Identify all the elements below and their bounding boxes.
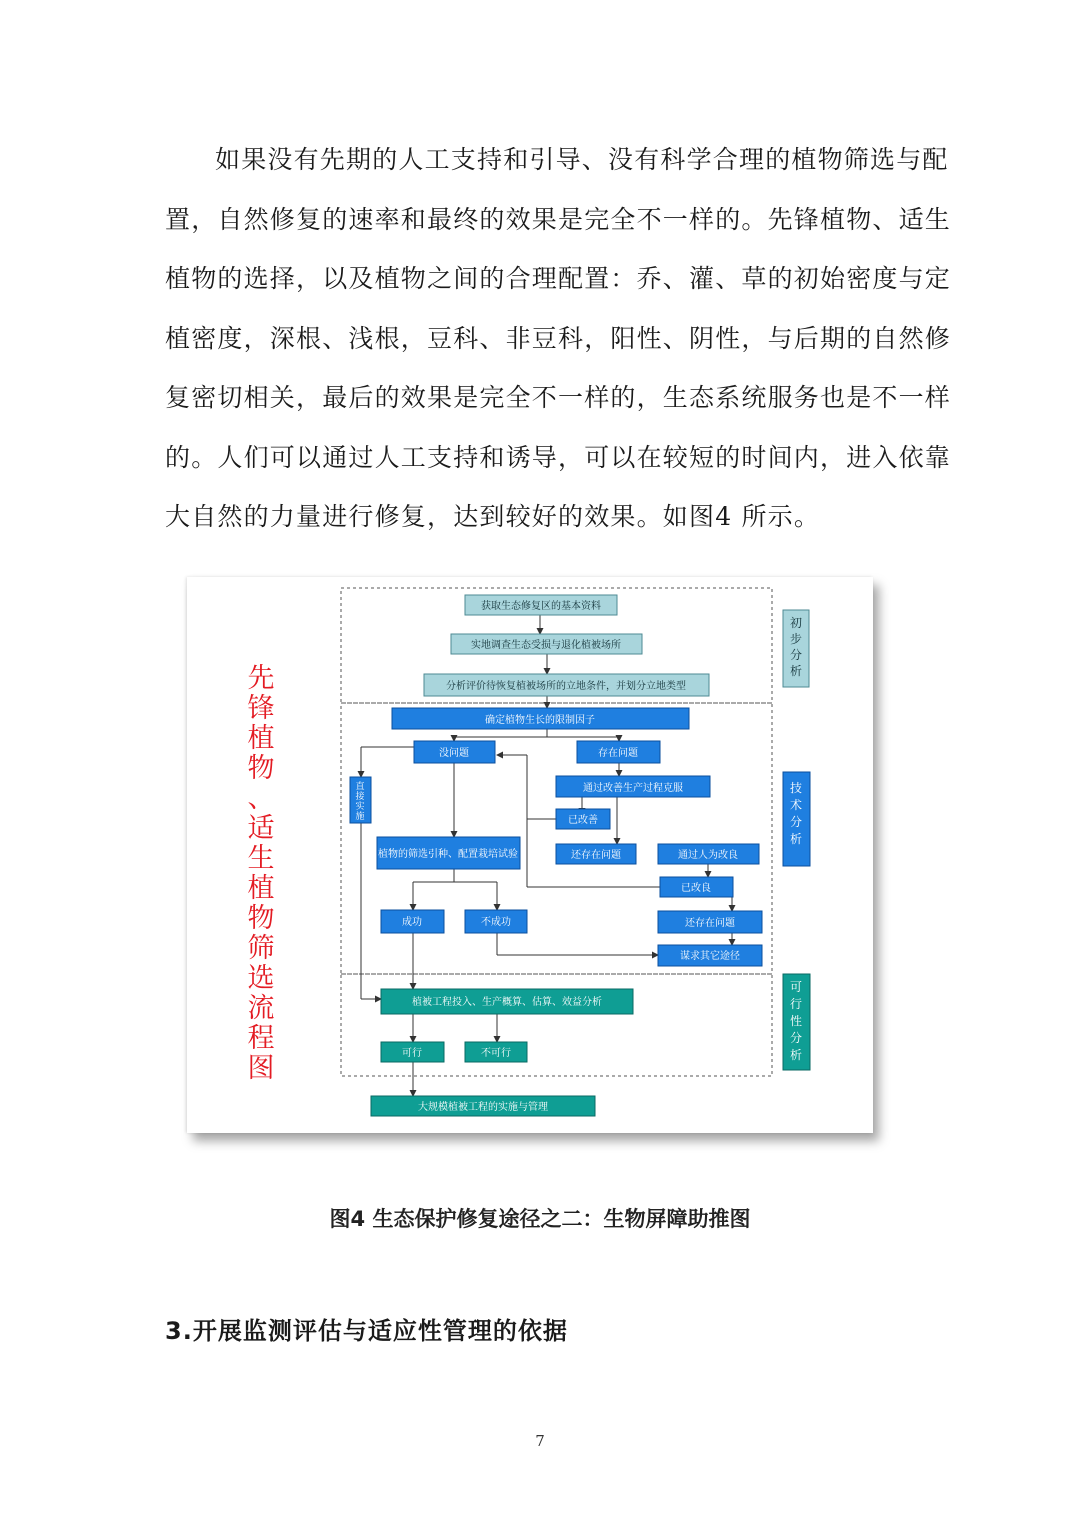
svg-text:步: 步 xyxy=(789,632,803,646)
vertical-title-char: 、 xyxy=(247,783,275,814)
vertical-title-char: 植 xyxy=(247,873,275,904)
svg-text:性: 性 xyxy=(789,1014,803,1028)
svg-text:析: 析 xyxy=(789,664,803,678)
svg-text:技: 技 xyxy=(789,781,803,795)
box-limit-factor xyxy=(392,708,689,729)
svg-text:不成功: 不成功 xyxy=(481,917,511,928)
paragraph-line: 如果没有先期的人工支持和引导、没有科学合理的植物筛选与配 xyxy=(215,145,949,174)
vertical-title-char: 先 xyxy=(247,663,275,694)
svg-text:术: 术 xyxy=(789,798,803,812)
paragraph-line: 复密切相关，最后的效果是完全不一样的，生态系统服务也是不一样 xyxy=(165,383,952,412)
vertical-title-char: 锋 xyxy=(247,693,275,724)
svg-text:施: 施 xyxy=(355,812,365,822)
box-analyze-site xyxy=(424,674,709,696)
section-heading: 3.开展监测评估与适应性管理的依据 xyxy=(165,1317,568,1345)
box-screening xyxy=(377,837,520,869)
vertical-title-char: 物 xyxy=(247,753,275,784)
vertical-title-char: 图 xyxy=(247,1053,275,1084)
svg-text:通过人为改良: 通过人为改良 xyxy=(678,850,738,861)
svg-text:成功: 成功 xyxy=(402,917,422,928)
paragraph-line: 植物的选择，以及植物之间的合理配置：乔、灌、草的初始密度与定 xyxy=(165,264,952,293)
svg-text:大规模植被工程的实施与管理: 大规模植被工程的实施与管理 xyxy=(418,1102,548,1113)
svg-text:接: 接 xyxy=(355,792,365,802)
box-obtain-data xyxy=(465,595,617,615)
box-human-improve xyxy=(658,844,759,864)
svg-text:可: 可 xyxy=(789,980,803,994)
svg-text:分析评价待恢复植被场所的立地条件，并划分立地类型: 分析评价待恢复植被场所的立地条件，并划分立地类型 xyxy=(446,681,686,692)
body-paragraph xyxy=(165,130,952,547)
box-infeasible xyxy=(465,1042,527,1062)
flowchart-figure xyxy=(187,577,873,1133)
box-cost-analysis xyxy=(381,989,633,1014)
svg-text:还存在问题: 还存在问题 xyxy=(571,850,621,861)
svg-text:直: 直 xyxy=(355,782,365,792)
vertical-title-char: 生 xyxy=(247,843,275,874)
box-success xyxy=(381,910,444,933)
svg-text:已改善: 已改善 xyxy=(568,815,598,826)
vertical-title-char: 适 xyxy=(247,813,275,844)
box-no-problem xyxy=(414,741,495,763)
box-direct-implement xyxy=(350,777,371,823)
paragraph-line: 大自然的力量进行修复，达到较好的效果。如图4 所示。 xyxy=(165,502,821,531)
box-field-survey xyxy=(451,634,642,654)
vertical-title-char: 选 xyxy=(247,963,275,994)
box-still-problem-1 xyxy=(556,844,636,864)
paragraph-line: 植密度，深根、浅根，豆科、非豆科，阳性、阴性，与后期的自然修 xyxy=(165,323,952,353)
box-other-ways xyxy=(658,945,762,966)
vertical-title xyxy=(248,663,275,1084)
svg-text:存在问题: 存在问题 xyxy=(598,748,638,759)
svg-text:植物的筛选引种、配置栽培试验: 植物的筛选引种、配置栽培试验 xyxy=(378,849,518,860)
svg-text:可行: 可行 xyxy=(402,1048,422,1059)
svg-text:析: 析 xyxy=(789,832,803,846)
svg-text:分: 分 xyxy=(789,1031,803,1045)
svg-text:不可行: 不可行 xyxy=(481,1048,511,1059)
stage-label-initial xyxy=(783,610,809,687)
box-improved-1 xyxy=(556,809,610,829)
stage-label-feasibility xyxy=(783,974,810,1070)
svg-text:没问题: 没问题 xyxy=(439,748,469,759)
box-feasible xyxy=(381,1042,444,1062)
vertical-title-char: 植 xyxy=(247,723,275,754)
box-failure xyxy=(465,910,527,933)
vertical-title-char: 筛 xyxy=(247,933,275,964)
svg-text:通过改善生产过程克服: 通过改善生产过程克服 xyxy=(583,783,683,794)
svg-text:分: 分 xyxy=(789,648,803,662)
svg-text:析: 析 xyxy=(789,1048,803,1062)
svg-text:谋求其它途径: 谋求其它途径 xyxy=(680,951,740,962)
figure-caption: 图4 生态保护修复途径之二：生物屏障助推图 xyxy=(329,1207,751,1231)
box-still-problem-2 xyxy=(658,911,762,933)
vertical-title-char: 程 xyxy=(247,1023,275,1054)
box-improve-process xyxy=(556,776,710,797)
paragraph-line: 置，自然修复的速率和最终的效果是完全不一样的。先锋植物、适生 xyxy=(165,204,952,234)
vertical-title-char: 物 xyxy=(247,903,275,934)
paragraph-line: 的。人们可以通过人工支持和诱导，可以在较短的时间内，进入依靠 xyxy=(165,442,952,472)
svg-text:实地调查生态受损与退化植被场所: 实地调查生态受损与退化植被场所 xyxy=(471,640,621,651)
stage-label-technical xyxy=(783,772,810,866)
svg-text:初: 初 xyxy=(789,616,803,630)
page-number: 7 xyxy=(535,1432,545,1450)
svg-text:获取生态修复区的基本资料: 获取生态修复区的基本资料 xyxy=(481,601,601,612)
svg-text:确定植物生长的限制因子: 确定植物生长的限制因子 xyxy=(485,715,595,726)
vertical-title-char: 流 xyxy=(247,993,275,1024)
svg-text:还存在问题: 还存在问题 xyxy=(685,918,735,929)
svg-text:已改良: 已改良 xyxy=(681,883,711,894)
svg-text:分: 分 xyxy=(789,815,803,829)
box-implement xyxy=(371,1096,595,1116)
box-improved-2 xyxy=(660,877,733,897)
svg-text:实: 实 xyxy=(355,802,365,812)
box-has-problem xyxy=(577,741,660,763)
svg-text:行: 行 xyxy=(789,997,803,1011)
svg-text:植被工程投入、生产概算、估算、效益分析: 植被工程投入、生产概算、估算、效益分析 xyxy=(412,997,602,1008)
